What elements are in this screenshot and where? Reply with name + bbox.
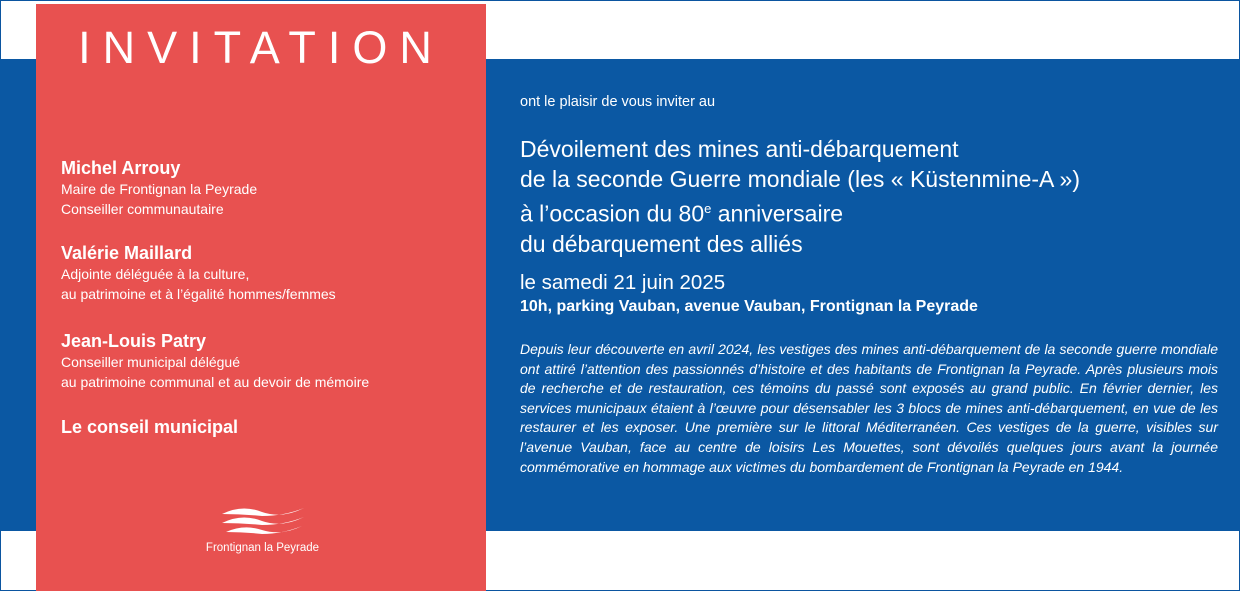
city-logo [190, 504, 335, 554]
event-title-line: du débarquement des alliés [520, 230, 803, 257]
host-valerie-maillard [61, 242, 336, 304]
host-role: Conseiller communautaire [61, 201, 224, 217]
event-title [520, 134, 1080, 259]
host-michel-arrouy [61, 157, 257, 219]
event-title-line: Dévoilement des mines anti-débarquement [520, 136, 959, 162]
logo-text: Frontignan la Peyrade [205, 542, 320, 554]
waves-logo-icon [220, 504, 306, 536]
host-role: au patrimoine et à l’égalité hommes/femmes [61, 286, 336, 302]
event-title-line: à l’occasion du 80e anniversaire [520, 200, 844, 227]
host-jean-louis-patry [61, 330, 369, 392]
host-role: Maire de Frontignan la Peyrade [61, 181, 258, 197]
blue-band-left-edge [0, 59, 8, 499]
host-role: au patrimoine communal et au devoir de mémoire [61, 374, 370, 390]
superscript-e: e [704, 201, 712, 216]
host-name: Michel Arrouy [61, 158, 181, 178]
event-title-line: de la seconde Guerre mondiale (les « Küstenmine-A ») [520, 166, 1080, 192]
event-date: le samedi 21 juin 2025 [520, 271, 726, 294]
council-label: Le conseil municipal [61, 417, 239, 437]
host-name: Valérie Maillard [61, 243, 193, 263]
event-description: Depuis leur découverte en avril 2024, les vestiges des mines anti-débarquement de la seconde guerre mondiale ont attiré l’attention des passionnés d’histoire et des habitants de Frontignan la Peyrade. Après plusieurs mois de recherche et de restauration, ces témoins du passé sont exposés au grand public. En février dernier, les services municipaux étaient à l’œuvre pour désensabler les 3 blocs de mines anti-débarquement, en vue de les restaurer et les exposer. Une première sur le littoral Méditerranéen. Ces vestiges de la guerre, visibles sur l’avenue Vauban, face au centre de loisirs Les Mouettes, sont dévoilés quelques jours avant la journée commémorative en hommage aux victimes du bombardement de Frontignan la Peyrade en 1944. [520, 341, 1218, 475]
invitation-title: INVITATION [78, 22, 444, 73]
host-role: Conseiller municipal délégué [61, 354, 240, 370]
event-place: 10h, parking Vauban, avenue Vauban, Frontignan la Peyrade [520, 298, 978, 315]
host-name: Jean-Louis Patry [61, 331, 207, 351]
event-intro: ont le plaisir de vous inviter au [520, 94, 716, 110]
host-role: Adjointe déléguée à la culture, [61, 266, 250, 282]
